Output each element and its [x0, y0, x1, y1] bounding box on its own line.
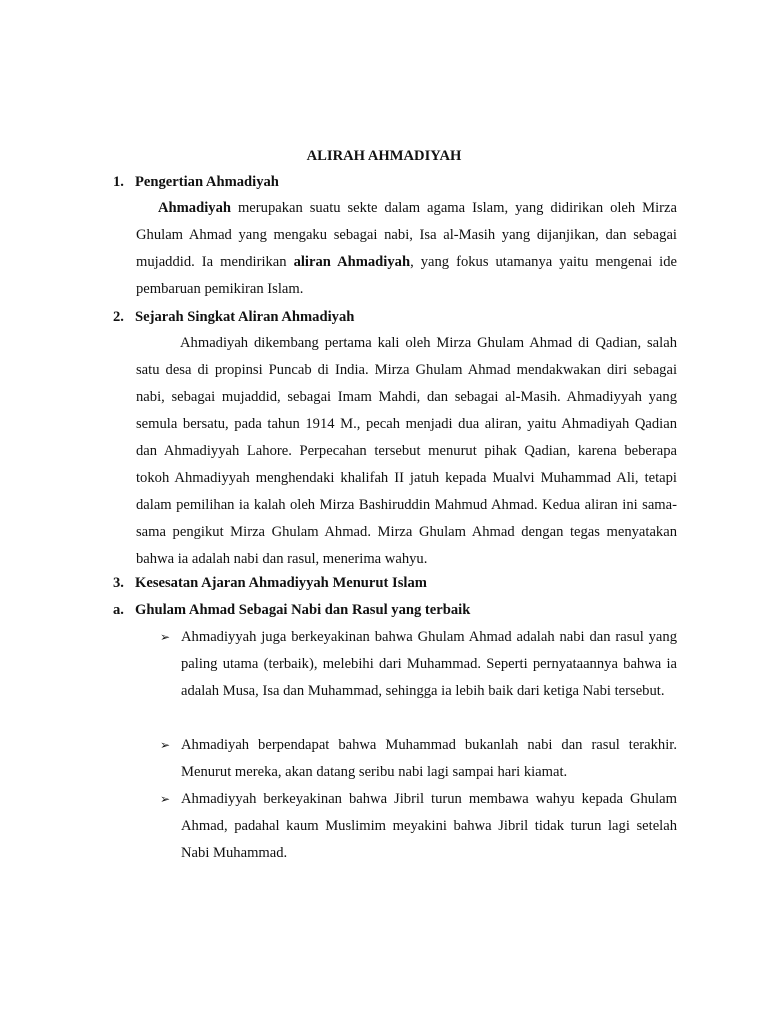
arrow-bullet-icon: ➢: [160, 792, 171, 806]
arrow-bullet-icon: ➢: [160, 630, 171, 644]
section-paragraph-1: [136, 195, 677, 303]
subsection-heading-a: [113, 599, 683, 621]
section-heading-1: [113, 171, 683, 193]
bullet-item-3: [160, 786, 677, 867]
bullet-text: Ahmadiyyah juga berkeyakinan bahwa Ghulam Ahmad adalah nabi dan rasul yang paling utama (terbaik), melebihi dari Muhammad. Seperti pernyataannya bahwa ia adalah Musa, Isa dan Muhammad, sehingga ia lebih baik dari ketiga Nabi tersebut.: [181, 629, 677, 699]
subsection-heading-text: Ghulam Ahmad Sebagai Nabi dan Rasul yang terbaik: [135, 602, 471, 618]
section-heading-3: [113, 572, 683, 594]
section-number: 2.: [113, 309, 124, 325]
bullet-text: Ahmadiyah berpendapat bahwa Muhammad bukanlah nabi dan rasul terakhir. Menurut mereka, akan datang seribu nabi lagi sampai hari kiamat.: [181, 737, 677, 780]
bold-term: Ahmadiyah: [158, 200, 231, 216]
paragraph-text: merupakan suatu sekte dalam agama Islam, yang didirikan oleh Mirza Ghulam Ahmad yang mengaku sebagai nabi, Isa al-Masih yang dijanjikan, dan sebagai mujaddid. Ia mendirikan: [136, 200, 677, 270]
bold-term: aliran Ahmadiyah: [293, 254, 411, 270]
section-heading-text: Kesesatan Ajaran Ahmadiyyah Menurut Islam: [135, 575, 427, 591]
bullet-text: Ahmadiyyah berkeyakinan bahwa Jibril turun membawa wahyu kepada Ghulam Ahmad, padahal kaum Muslimim meyakini bahwa Jibril tidak turun lagi setelah Nabi Muhammad.: [181, 791, 677, 861]
section-number: 1.: [113, 174, 124, 190]
paragraph-text: , yang fokus utamanya yaitu mengenai ide pembaruan pemikiran Islam.: [136, 254, 677, 297]
document-title: ALIRAH AHMADIYAH: [306, 148, 462, 164]
section-heading-2: [113, 306, 683, 328]
bullet-item-1: [160, 624, 677, 705]
section-heading-text: Sejarah Singkat Aliran Ahmadiyah: [135, 309, 355, 325]
bullet-item-2: [160, 732, 677, 786]
arrow-bullet-icon: ➢: [160, 738, 171, 752]
section-number: 3.: [113, 575, 124, 591]
section-paragraph-2: Ahmadiyah dikembang pertama kali oleh Mirza Ghulam Ahmad di Qadian, salah satu desa di propinsi Puncab di India. Mirza Ghulam Ahmad mendakwakan diri sebagai nabi, sebagai mujaddid, sebagai Imam Mahdi, dan sebagai al-Masih. Ahmadiyyah yang semula bersatu, pada tahun 1914 M., pecah menjadi dua aliran, yaitu Ahmadiyah Qadian dan Ahmadiyyah Lahore. Perpecahan tersebut menurut pihak Qadian, karena beberapa tokoh Ahmadiyyah menghendaki khalifah II jatuh kepada Mualvi Muhammad Ali, tetapi dalam pemilihan ia kalah oleh Mirza Bashiruddin Mahmud Ahmad. Kedua aliran ini sama-sama pengikut Mirza Ghulam Ahmad. Mirza Ghulam Ahmad dengan tegas menyatakan bahwa ia adalah nabi dan rasul, menerima wahyu.: [136, 335, 677, 567]
section-heading-text: Pengertian Ahmadiyah: [135, 174, 279, 190]
subsection-letter: a.: [113, 602, 124, 618]
